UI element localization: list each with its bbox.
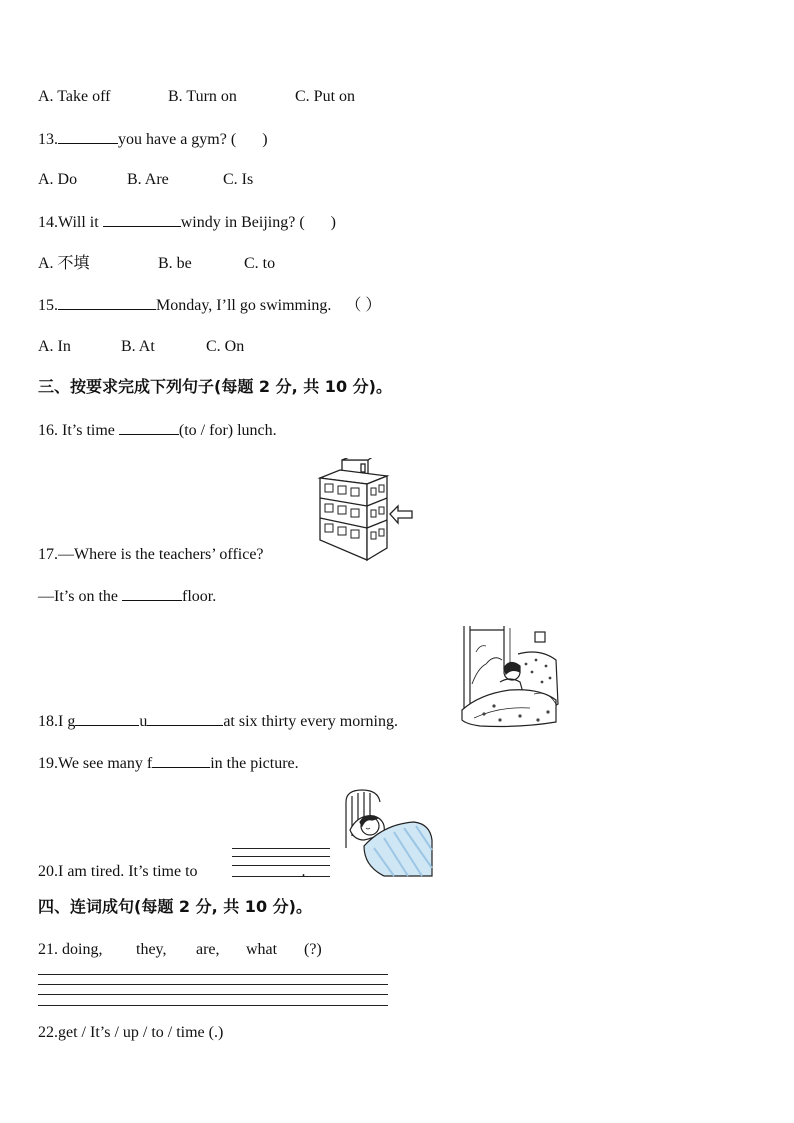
q15-number: 15. <box>38 297 58 314</box>
q15-option-c: C. On <box>206 338 245 355</box>
q16-blank[interactable] <box>119 420 179 435</box>
q18-suffix: at six thirty every morning. <box>223 713 398 730</box>
q14-options <box>38 254 275 274</box>
q13-text: you have a gym? ( <box>118 131 237 148</box>
q18-blank-1[interactable] <box>75 711 139 726</box>
q14-number: 14.Will it <box>38 214 103 231</box>
q21-word-1: . doing, <box>54 941 103 958</box>
q14-option-c: C. to <box>244 255 276 272</box>
q12-option-c: C. Put on <box>295 88 356 105</box>
q20 <box>38 862 306 882</box>
q21-word-5: (?) <box>304 941 322 958</box>
q20-prefix: 20.I am tired. It’s time to <box>38 863 198 880</box>
q13-option-c: C. Is <box>223 171 254 188</box>
q15-option-b: B. At <box>121 338 155 355</box>
q19-blank[interactable] <box>152 753 210 768</box>
q17-prefix: —It’s on the <box>38 588 122 605</box>
q15-options <box>38 337 244 357</box>
q18-prefix: 18.I g <box>38 713 76 730</box>
q16-prefix: 16. It’s time <box>38 422 119 439</box>
q21-writing-line-2[interactable] <box>38 984 388 985</box>
q21-number: 21 <box>38 941 54 958</box>
q21-word-2: they, <box>136 941 167 958</box>
building-picture <box>312 458 414 562</box>
q15-paren: （ ） <box>345 297 382 314</box>
q21-words <box>38 940 322 960</box>
q20-writing-line-2[interactable] <box>232 856 330 857</box>
q13-stem <box>38 129 268 150</box>
q18-blank-2[interactable] <box>147 711 223 726</box>
q12-option-b: B. Turn on <box>168 88 237 105</box>
q21-writing-line-4[interactable] <box>38 1005 388 1006</box>
q17-suffix: floor. <box>182 588 217 605</box>
q19-suffix: in the picture. <box>210 755 299 772</box>
q21-word-3: are, <box>196 941 220 958</box>
girl-sleeping-picture <box>344 788 434 878</box>
q20-suffix: . <box>301 863 306 880</box>
q12-option-a: A. Take off <box>38 88 111 105</box>
q21-writing-line-3[interactable] <box>38 994 388 995</box>
q16-suffix: (to / for) lunch. <box>178 422 277 439</box>
q14-option-a: A. 不填 <box>38 255 90 272</box>
q15-option-a: A. In <box>38 338 71 355</box>
q15-stem <box>38 295 381 316</box>
section-3-heading: 三、按要求完成下列句子(每题 2 分, 共 10 分)。 <box>38 377 392 396</box>
q17-answer <box>38 586 216 607</box>
q18 <box>38 711 398 732</box>
q20-writing-line-1[interactable] <box>232 848 330 849</box>
q18-middle: u <box>139 713 148 730</box>
q13-number: 13. <box>38 131 58 148</box>
q14-blank[interactable] <box>103 212 181 227</box>
q21-word-4: what <box>246 941 278 958</box>
q19-prefix: 19.We see many f <box>38 755 153 772</box>
q13-option-a: A. Do <box>38 171 78 188</box>
q14-text: windy in Beijing? ( <box>180 214 305 231</box>
q21-writing-line-1[interactable] <box>38 974 388 975</box>
q14-close: ) <box>330 214 336 231</box>
boy-getting-up-picture <box>460 624 560 730</box>
q22-words: 22.get / It’s / up / to / time (.) <box>38 1024 224 1041</box>
q13-option-b: B. Are <box>127 171 169 188</box>
q14-stem <box>38 212 336 233</box>
q17-question: 17.—Where is the teachers’ office? <box>38 546 264 563</box>
q15-text: Monday, I’ll go swimming. <box>156 297 332 314</box>
section-4-heading: 四、连词成句(每题 2 分, 共 10 分)。 <box>38 897 312 916</box>
q17-blank[interactable] <box>122 586 182 601</box>
q16 <box>38 420 277 441</box>
q13-blank[interactable] <box>58 129 118 144</box>
q15-blank[interactable] <box>58 295 156 310</box>
q19 <box>38 753 299 774</box>
q13-close: ) <box>262 131 268 148</box>
q14-option-b: B. be <box>158 255 192 272</box>
q13-options <box>38 170 253 190</box>
q12-options <box>38 87 355 107</box>
